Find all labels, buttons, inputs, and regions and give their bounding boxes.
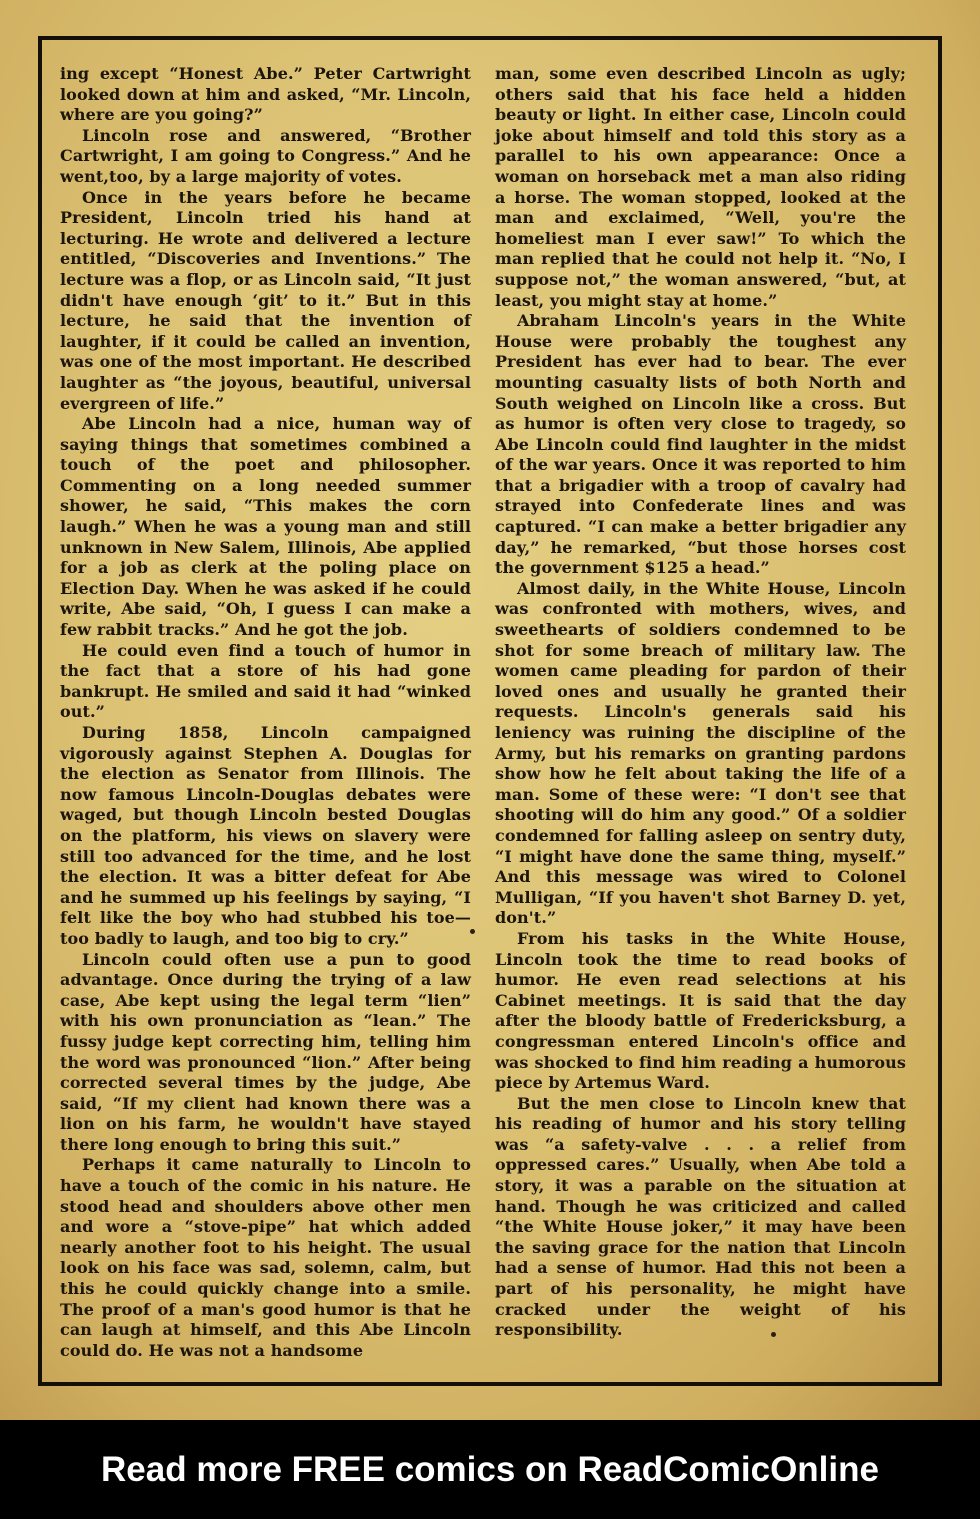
ink-speck xyxy=(771,1332,776,1337)
paragraph: During 1858, Lincoln campaigned vigorously against Stephen A. Douglas for the election as Senator from Illinois. The now famous Lincoln-Douglas debates were waged, but though Lincoln bested Douglas on the platform, his views on slavery were still too advanced for the time, and he lost the election. It was a bitter defeat for Abe and he summed up his feelings by saying, “I felt like the boy who had stubbed his toe—too badly to laugh, and too big to cry.” xyxy=(60,723,471,948)
paragraph: Abe Lincoln had a nice, human way of saying things that sometimes combined a touch of the poet and philosopher. Commenting on a long needed summer shower, he said, “This makes the corn laugh.” When he was a young man and still unknown in New Salem, Illinois, Abe applied for a job as clerk at the poling place on Election Day. When he was asked if he could write, Abe said, “Oh, I guess I can make a few rabbit tracks.” And he got the job. xyxy=(60,414,471,640)
paragraph: But the men close to Lincoln knew that his reading of humor and his story telling was “a safety-valve . . . a relief from oppressed cares.” Usually, when Abe told a story, it was a parable on the situation at hand. Though he was criticized and called “the White House joker,” it may have been the saving grace for the nation that Lincoln had a sense of humor. Had this not been a part of his personality, he might have cracked under the weight of his responsibility. xyxy=(495,1093,906,1340)
paragraph: Perhaps it came naturally to Lincoln to have a touch of the comic in his nature. He stood head and shoulders above other men and wore a “stove-pipe” hat which added nearly another foot to his height. The usual look on his face was sad, solemn, calm, but this he could quickly change into a smile. The proof of a man's good humor is that he can laugh at himself, and this Abe Lincoln could do. He was not a handsome xyxy=(60,1155,471,1360)
paragraph: Lincoln rose and answered, “Brother Cartwright, I am going to Congress.” And he went,too, by a large majority of votes. xyxy=(60,125,471,186)
article-left-column xyxy=(60,64,471,1361)
paragraph: Lincoln could often use a pun to good advantage. Once during the trying of a law case, Abe kept using the legal term “lien” with his own pronunciation as “lean.” The fussy judge kept correcting him, telling him the word was pronounced “lion.” After being corrected several times by the judge, Abe said, “If my client had known there was a lion on his farm, he wouldn't have stayed there long enough to bring this suit.” xyxy=(60,949,471,1154)
article-right-column xyxy=(495,64,906,1341)
footer-banner-link[interactable]: Read more FREE comics on ReadComicOnline xyxy=(0,1420,980,1519)
paragraph: man, some even described Lincoln as ugly; others said that his face held a hidden beauty or light. In either case, Lincoln could joke about himself and told this story as a parallel to his own appearance: Once a woman on horseback met a man also riding a horse. The woman stopped, looked at the man and exclaimed, “Well, you're the homeliest man I ever saw!” To which the man replied that he could not help it. “No, I suppose not,” the woman answered, “but, at least, you might stay at home.” xyxy=(495,64,906,310)
paragraph: Abraham Lincoln's years in the White House were probably the toughest any President has ever had to bear. The ever mounting casualty lists of both North and South weighed on Lincoln like a cross. But as humor is often very close to tragedy, so Abe Lincoln could find laughter in the midst of the war years. Once it was reported to him that a brigadier with a troop of cavalry had strayed into Confederate lines and was captured. “I can make a better brigadier any day,” he remarked, “but those horses cost the government $125 a head.” xyxy=(495,311,906,578)
paragraph: From his tasks in the White House, Lincoln took the time to read books of humor. He even read selections at his Cabinet meetings. It is said that the day after the bloody battle of Fredericksburg, a congressman entered Lincoln's office and was shocked to find him reading a humorous piece by Artemus Ward. xyxy=(495,928,906,1093)
ink-speck xyxy=(470,929,475,934)
paragraph: ing except “Honest Abe.” Peter Cartwright looked down at him and asked, “Mr. Lincoln, where are you going?” xyxy=(60,64,471,125)
paragraph: Once in the years before he became President, Lincoln tried his hand at lecturing. He wrote and delivered a lecture entitled, “Discoveries and Inventions.” The lecture was a flop, or as Lincoln said, “It just didn't have enough ‘git’ to it.” But in this lecture, he said that the invention of laughter, if it could be called an invention, was one of the most important. He described laughter as “the joyous, beautiful, universal evergreen of life.” xyxy=(60,187,471,413)
paragraph: He could even find a touch of humor in the fact that a store of his had gone bankrupt. He smiled and said it had “winked out.” xyxy=(60,640,471,722)
paragraph: Almost daily, in the White House, Lincoln was confronted with mothers, wives, and sweethearts of soldiers condemned to be shot for some breach of military law. The women came pleading for pardon of their loved ones and usually he granted their requests. Lincoln's generals said his leniency was ruining the discipline of the Army, but his remarks on granting pardons show how he felt about taking the life of a man. Some of these were: “I don't see that shooting will do him any good.” Of a soldier condemned for falling asleep on sentry duty, “I might have done the same thing, myself.” And this message was wired to Colonel Mulligan, “If you haven't shot Barney D. yet, don't.” xyxy=(495,578,906,928)
